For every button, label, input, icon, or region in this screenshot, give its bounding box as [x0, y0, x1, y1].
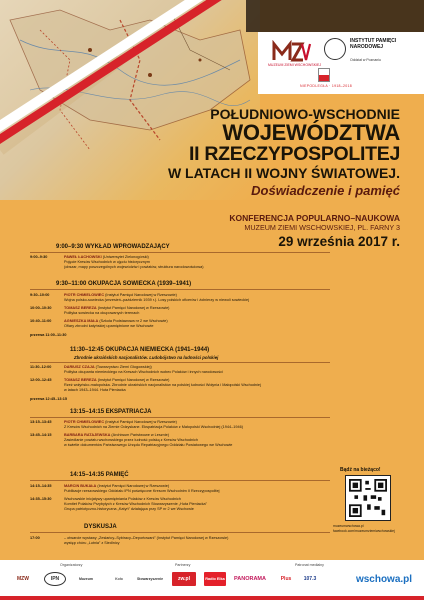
speaker-name: TOMASZ BEREZA: [64, 306, 97, 310]
break-label: przerwa 12:45–13:15: [30, 397, 67, 401]
centenary-caption: NIEPODLEGŁA · 1918–2018: [300, 84, 353, 88]
talk-title: Polityka sowiecka na okupowanych terenach: [64, 311, 140, 315]
section-divider: [30, 417, 330, 418]
footer-logo-radio-elka: Radio Elka: [204, 572, 226, 586]
title-line-4: W LATACH II WOJNY ŚWIATOWEJ.: [167, 165, 400, 181]
talk-time: 13:15–13:45: [30, 420, 52, 424]
speaker-affiliation: (Instytut Pamięci Narodowej w Rzeszowie): [97, 484, 170, 488]
conference-date: 29 września 2017 r.: [278, 234, 400, 249]
ipn-emblem-icon: [324, 38, 346, 60]
section-heading: 9:30–11:00 OKUPACJA SOWIECKA (1939–1941): [56, 281, 192, 287]
section-divider: [30, 289, 330, 290]
title-line-3: II RZECZYPOSPOLITEJ: [189, 143, 400, 165]
talk-title: Rzeź wołyńsko-małopolska. Zbrodnie ukraińskich nacjonalistów na polskiej ludności Wołynia i Małopolski Wschodniej: [64, 383, 261, 387]
speaker-affiliation: (Instytut Pamięci Narodowej w Rzeszowie): [105, 293, 177, 297]
section-heading: 11:30–12:45 OKUPACJA NIEMIECKA (1941–1944): [70, 347, 210, 353]
footer-logo-zw: zw.pl: [172, 572, 196, 586]
speaker-affiliation: (Archiwum Państwowe w Lesznie): [111, 433, 170, 437]
social-links: [333, 524, 395, 533]
speaker-name: PAWEŁ ŁACHOWSKI: [64, 255, 102, 259]
talk-time: 10:00–10:30: [30, 306, 52, 310]
footer-logo-mzw: MZW: [17, 576, 29, 582]
ipn-logo-subtext: Oddział w Poznaniu: [350, 58, 381, 62]
speaker-name: AGNIESZKA MAŁA: [64, 319, 99, 323]
facebook-link[interactable]: facebook.com/muzeumziemiwschowskiej: [333, 528, 395, 533]
speaker-affiliation: (Uniwersytet Zielonogórski): [102, 255, 149, 259]
speaker-name: PIOTR CHMIELOWIEC: [64, 293, 105, 297]
talk-title: Publikacje rzeszowskiego Oddziału IPN poświęcone Kresom Wschodnim II Rzeczypospolitej: [64, 489, 220, 493]
talk-title: Z Kresów Wschodnich na Ziemie Odzyskane. Ekspatriacja Polaków z Małopolski Wschodniej (1944–1946): [64, 425, 243, 429]
speaker-name: BARBARA RATAJEWSKA: [64, 433, 111, 437]
footer-logo-museum: Muzeum: [79, 577, 93, 581]
talk-time: 14:35–15:30: [30, 497, 52, 501]
section-heading: DYSKUSJA: [84, 524, 117, 530]
mzw-logo-caption: MUZEUM ZIEMI WSCHOWSKIEJ: [268, 63, 322, 67]
mzw-logo: [272, 40, 312, 62]
talk-time: 9:30–10:00: [30, 293, 50, 297]
break-label: przerwa 11:00–11:30: [30, 333, 67, 337]
talk-time: 12:00–12:45: [30, 378, 52, 382]
closing-text-cont: występ chóru „Lutnia” z Siedlnicy: [64, 541, 120, 545]
qr-code-icon: [345, 475, 391, 521]
talk-title-cont: Grupa patriotyczno-historyczna „Katyń” działająca przy SP nr 2 we Wschowie: [64, 507, 194, 511]
map-dark-strip: [246, 0, 424, 32]
footer-logo-panorama: PANORAMA: [234, 576, 266, 582]
closing-time: 17:00: [30, 536, 40, 540]
speaker-name: DARIUSZ CZAJA: [64, 365, 95, 369]
title-subtitle: Doświadczenie i pamięć: [251, 183, 400, 198]
speaker-affiliation: (Szkoła Podstawowa nr 2 we Wschowie): [99, 319, 168, 323]
poster-title: [168, 106, 400, 199]
talk-title: Pojęcie Kresów Wschodnich w ujęciu historycznym: [64, 260, 150, 264]
conference-kind: KONFERENCJA POPULARNO–NAUKOWA: [229, 213, 400, 223]
talk-title: Wojna polsko-sowiecka (wrzesień–październik 1939 r.). Losy polskich oficerów i żołnierzy w niewoli sowieckiej: [64, 298, 249, 302]
polish-flag-icon: [318, 68, 330, 82]
section-heading: 13:15–14:15 EKSPATRIACJA: [70, 409, 152, 415]
speaker-name: TOMASZ BEREZA: [64, 378, 97, 382]
section-subheading: Zbrodnie ukraińskich nacjonalistów. Ludobójstwo na ludności polskiej: [74, 355, 219, 360]
footer-logo-plus: Plus: [280, 576, 292, 582]
media-patrons-label: Patronat medialny: [295, 563, 324, 567]
talk-title: Zasiedlanie powiatu wschowskiego przez ludność polską z Kresów Wschodnich: [64, 438, 199, 442]
talk-title: Wschowskie inicjatywy upamiętniania Polaków z Kresów Wschodnich: [64, 497, 181, 501]
talk-title: Polityka okupanta niemieckiego na Kresach Wschodnich wobec Polaków i innych narodowości: [64, 370, 223, 374]
talk-title-cont: Komitet Polaków Przybyłych z Kresów Wschodnich Stowarzyszenie „Huta Pieniacka”: [64, 502, 207, 506]
talk-time: 11:30–12:00: [30, 365, 52, 369]
title-line-2: WOJEWÓDZTWA: [222, 120, 400, 145]
footer-logo-radio-107: 107.3: [303, 576, 317, 582]
speaker-affiliation: (Instytut Pamięci Narodowej w Rzeszowie): [105, 420, 177, 424]
talk-time: 10:40–11:00: [30, 319, 52, 323]
ipn-logo-text: INSTYTUT PAMIĘCI NARODOWEJ: [350, 38, 397, 50]
footer-logo-association: Stowarzyszenie: [136, 577, 164, 581]
section-heading: 14:15–14:35 PAMIĘĆ: [70, 472, 129, 478]
talk-title-cont: w świetle dokumentów Państwowego Urzędu Repatriacyjnego Oddziału Powiatowego we Wschowie: [64, 443, 233, 447]
section-divider: [30, 532, 330, 533]
talk-time: 14:15–14:35: [30, 484, 52, 488]
talk-title-cont: (obszar, mapy poszczególnych województw i powiatów, struktura narodowościowa): [64, 265, 204, 269]
organizers-label: Organizatorzy: [60, 563, 83, 567]
footer-logo-circle: Koło: [115, 577, 123, 581]
closing-text: – otwarcie wystawy „Zesłańcy–Sybiracy–Deportowani” (Instytut Pamięci Narodowej w Rzeszowie): [64, 536, 229, 540]
footer-logo-ipn: IPN: [44, 572, 66, 586]
section-heading: 9:00–9:30 WYKŁAD WPROWADZAJĄCY: [56, 244, 170, 250]
talk-time: 13:45–14:15: [30, 433, 52, 437]
talk-time: 9:00–9:30: [30, 255, 48, 259]
speaker-name: PIOTR CHMIELOWIEC: [64, 420, 105, 424]
speaker-name: MARCIN BUKAŁA: [64, 484, 97, 488]
footer-logo-wschowa: wschowa.pl: [355, 573, 413, 585]
section-divider: [30, 252, 330, 253]
conference-info: [229, 213, 400, 250]
website-link[interactable]: muzeumwschowa.pl: [333, 524, 364, 528]
section-divider: [30, 362, 330, 363]
title-line-1: POŁUDNIOWO-WSCHODNIE: [210, 106, 400, 122]
qr-caption: Bądź na bieżąco!: [340, 467, 381, 473]
speaker-affiliation: (Instytut Pamięci Narodowej w Rzeszowie): [97, 378, 170, 382]
talk-title: Ofiary zbrodni katyńskiej upamiętnione we Wschowie: [64, 324, 154, 328]
section-divider: [30, 480, 330, 481]
talk-title-cont: w latach 1943–1944. Huta Pieniacka: [64, 388, 126, 392]
bottom-red-strip: [0, 596, 424, 600]
partners-label: Partnerzy: [175, 563, 191, 567]
speaker-affiliation: (Towarzystwo Ziemi Głogowskiej): [95, 365, 152, 369]
conference-venue: MUZEUM ZIEMI WSCHOWSKIEJ, PL. FARNY 3: [244, 223, 400, 232]
speaker-affiliation: (Instytut Pamięci Narodowej w Rzeszowie): [97, 306, 170, 310]
